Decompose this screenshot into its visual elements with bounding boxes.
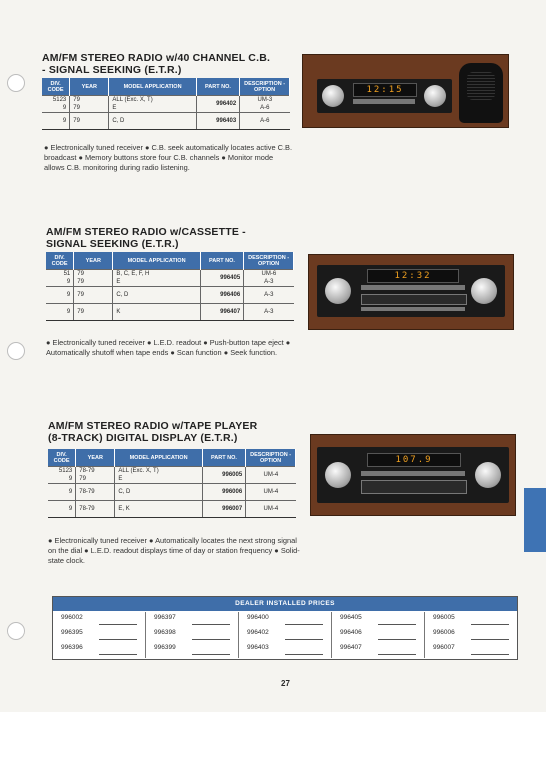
radio-8track-photo: [310, 434, 516, 516]
binder-hole: [7, 74, 25, 92]
column-header: MODEL APPLICATION: [113, 252, 200, 270]
cell-part: 996405: [200, 270, 243, 287]
price-entry: 996400: [239, 612, 331, 627]
cell-model: E, K: [115, 501, 202, 518]
cell-option: A-3: [244, 304, 294, 321]
table-row: [46, 304, 294, 321]
table-row: [48, 484, 296, 501]
cell-div: 9: [42, 113, 70, 130]
table-row: [48, 501, 296, 518]
radio-unit: [317, 265, 505, 317]
cell-option: UM-4: [246, 484, 296, 501]
volume-knob: [322, 85, 344, 107]
cell-div: 51 9: [46, 270, 74, 287]
column-header: YEAR: [76, 449, 115, 467]
column-header: PART NO.: [200, 252, 243, 270]
display-readout: 12:32: [367, 269, 459, 283]
column-header: DIV. CODE: [48, 449, 76, 467]
prices-title: DEALER INSTALLED PRICES: [53, 597, 517, 611]
price-column: [146, 612, 239, 658]
price-column: [53, 612, 146, 658]
section-title: AM/FM STEREO RADIO w/TAPE PLAYER (8-TRACK) DIGITAL DISPLAY (E.T.R.): [48, 420, 258, 444]
price-column: [425, 612, 517, 658]
tuning-knob: [475, 462, 501, 488]
button-strip: [361, 307, 465, 311]
cell-year: 79: [74, 287, 113, 304]
cell-year: 78-79: [76, 501, 115, 518]
cell-div: 9: [46, 304, 74, 321]
cell-div: 9: [46, 287, 74, 304]
column-header: MODEL APPLICATION: [109, 78, 196, 96]
price-entry: 996399: [146, 642, 238, 657]
cb-microphone: [459, 63, 503, 123]
spec-table: [46, 252, 294, 321]
column-header: YEAR: [74, 252, 113, 270]
spec-table: [42, 78, 290, 130]
price-entry: 996398: [146, 627, 238, 642]
cell-option: UM-4: [246, 467, 296, 484]
cell-model: C, D: [115, 484, 202, 501]
column-header: DIV. CODE: [42, 78, 70, 96]
volume-knob: [325, 462, 351, 488]
cell-model: C, D: [109, 113, 196, 130]
section-title: AM/FM STEREO RADIO w/40 CHANNEL C.B. - SIGNAL SEEKING (E.T.R.): [42, 52, 271, 76]
tuning-knob: [471, 278, 497, 304]
section-description: ● Electronically tuned receiver ● C.B. seek automatically locates active C.B. broadcast ● Memory buttons store four C.B. channels ● Monitor mode allows C.B. monitoring during radio listening.: [44, 143, 292, 172]
table-row: [42, 113, 290, 130]
page-number: 27: [281, 679, 290, 688]
cell-div: 5123 9: [48, 467, 76, 484]
table-row: [42, 96, 290, 113]
price-entry: 996395: [53, 627, 145, 642]
radio-cassette-photo: [308, 254, 514, 330]
cell-option: A-3: [244, 287, 294, 304]
cell-option: UM-4: [246, 501, 296, 518]
price-entry: 996403: [239, 642, 331, 657]
cell-part: 996006: [202, 484, 245, 501]
cell-option: UM-3 A-6: [240, 96, 290, 113]
column-header: MODEL APPLICATION: [115, 449, 202, 467]
radio-unit: [317, 447, 509, 503]
cell-div: 5123 9: [42, 96, 70, 113]
column-header: PART NO.: [196, 78, 239, 96]
column-header: DIV. CODE: [46, 252, 74, 270]
cell-year: 79: [70, 113, 109, 130]
price-entry: 996405: [332, 612, 424, 627]
column-header: DESCRIPTION - OPTION: [244, 252, 294, 270]
price-entry: 996406: [332, 627, 424, 642]
column-header: YEAR: [70, 78, 109, 96]
price-entry: 996402: [239, 627, 331, 642]
tape-slot: [361, 480, 467, 494]
price-entry: 996005: [425, 612, 517, 627]
column-header: DESCRIPTION - OPTION: [246, 449, 296, 467]
cell-part: 996402: [196, 96, 239, 113]
price-column: [239, 612, 332, 658]
cell-year: 78-79 79: [76, 467, 115, 484]
dealer-prices-table: [52, 596, 518, 660]
cell-year: 78-79: [76, 484, 115, 501]
cell-model: ALL (Exc. X, T) E: [115, 467, 202, 484]
column-header: PART NO.: [202, 449, 245, 467]
radio-unit: [317, 79, 452, 113]
table-row: [46, 270, 294, 287]
cell-year: 79 79: [70, 96, 109, 113]
cell-option: A-6: [240, 113, 290, 130]
tuning-knob: [424, 85, 446, 107]
price-entry: 996397: [146, 612, 238, 627]
binder-hole: [7, 622, 25, 640]
column-header: DESCRIPTION - OPTION: [240, 78, 290, 96]
cell-model: B, C, E, F, H E: [113, 270, 200, 287]
button-strip: [361, 471, 465, 476]
cell-div: 9: [48, 501, 76, 518]
cell-model: ALL (Exc. X, T) E: [109, 96, 196, 113]
button-strip: [361, 285, 465, 290]
cell-part: 996403: [196, 113, 239, 130]
cell-model: K: [113, 304, 200, 321]
section-description: ● Electronically tuned receiver ● Automatically locates the next strong signal on the dial ● L.E.D. readout displays time of day or station frequency ● Solid-state clock.: [48, 536, 300, 565]
price-column: [332, 612, 425, 658]
cell-part: 996005: [202, 467, 245, 484]
cell-part: 996406: [200, 287, 243, 304]
table-row: [48, 467, 296, 484]
cell-option: UM-6 A-3: [244, 270, 294, 287]
section-title: AM/FM STEREO RADIO w/CASSETTE - SIGNAL SEEKING (E.T.R.): [46, 226, 246, 250]
display-readout: 12:15: [353, 83, 417, 97]
price-entry: 996407: [332, 642, 424, 657]
cell-year: 79: [74, 304, 113, 321]
binder-hole: [7, 342, 25, 360]
display-readout: 107.9: [367, 453, 461, 467]
radio-cb-photo: [302, 54, 509, 128]
price-entry: 996007: [425, 642, 517, 657]
table-row: [46, 287, 294, 304]
volume-knob: [325, 278, 351, 304]
cell-part: 996007: [202, 501, 245, 518]
spec-table: [48, 449, 296, 518]
section-tab: [524, 488, 546, 552]
section-description: ● Electronically tuned receiver ● L.E.D. readout ● Push-button tape eject ● Automatically shutoff when tape ends ● Scan function ● Seek function.: [46, 338, 291, 357]
cell-part: 996407: [200, 304, 243, 321]
cell-model: C, D: [113, 287, 200, 304]
button-strip: [353, 99, 415, 104]
cassette-slot: [361, 294, 467, 305]
price-entry: 996002: [53, 612, 145, 627]
price-entry: 996006: [425, 627, 517, 642]
cell-div: 9: [48, 484, 76, 501]
cell-year: 79 79: [74, 270, 113, 287]
price-entry: 996396: [53, 642, 145, 657]
